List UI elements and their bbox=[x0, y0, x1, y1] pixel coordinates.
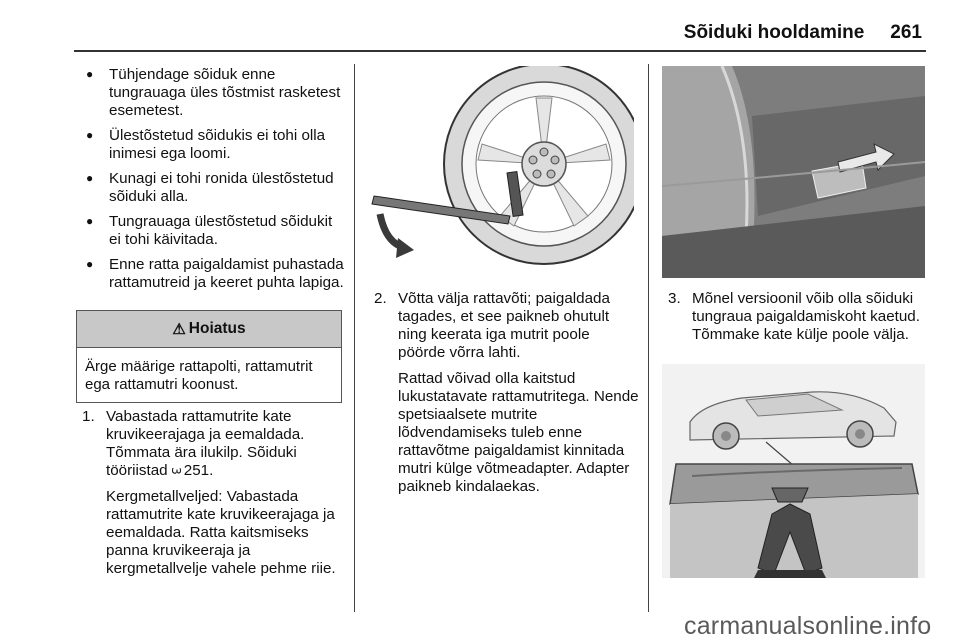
step-number: 3. bbox=[668, 290, 681, 307]
warning-header bbox=[77, 311, 341, 348]
wheel-wrench-illustration bbox=[368, 66, 634, 278]
page-ref-icon: 3 bbox=[168, 467, 183, 475]
step-1 bbox=[82, 408, 344, 586]
list-item: ● Kunagi ei tohi ronida ülestõstetud sõiduki alla. bbox=[76, 170, 346, 206]
page-number: 261 bbox=[890, 22, 922, 43]
list-item: ● Tungrauaga ülestõstetud sõidukit ei tohi käivitada. bbox=[76, 213, 346, 249]
precaution-list bbox=[76, 66, 346, 292]
column-divider-1 bbox=[354, 64, 355, 612]
watermark: carmanualsonline.info bbox=[684, 612, 932, 640]
header-rule bbox=[74, 50, 926, 52]
list-item: ● Ülestõstetud sõidukis ei tohi olla inimesi ega loomi. bbox=[76, 127, 346, 163]
step-paragraph: Mõnel versioonil võib olla sõiduki tungraua paigaldamiskoht kaetud. Tõmmake kate külje poole välja. bbox=[692, 290, 920, 343]
step-paragraph: Vabastada rattamutrite kate kruvikeerajaga ja eemaldada. Tõmmata ära ilukilp. Sõiduki tööriistad 3 251. bbox=[106, 408, 305, 479]
step-paragraph: Võtta välja rattavõti; paigaldada tagades, et see paikneb ohutult ning keerata iga mutrit poole pöörde võrra lahti. bbox=[398, 290, 610, 361]
warning-box bbox=[76, 310, 342, 403]
warning-triangle-icon: ⚠ bbox=[172, 321, 186, 338]
step-number: 2. bbox=[374, 290, 387, 307]
car-jack-illustration bbox=[662, 364, 925, 578]
list-item: ● Tühjendage sõiduk enne tungrauaga üles tõstmist rasketest esemetest. bbox=[76, 66, 346, 120]
list-item: ● Enne ratta paigaldamist puhastada rattamutreid ja keeret puhta lapiga. bbox=[76, 256, 346, 292]
step-paragraph: Kergmetallveljed: Vabastada rattamutrite kate kruvikeerajaga ja eemaldada. Ratta kaitsmiseks panna kruvikeeraja ja kergmetallvelje vahele pehme riie. bbox=[106, 488, 336, 577]
step-number: 1. bbox=[82, 408, 95, 425]
step-paragraph: Rattad võivad olla kaitstud lukustatavate rattamutritega. Nende spetsiaalsete mutrite lõdvendamiseks tuleb enne rattavõtme paigaldamist kinnitada mutri külge võtmeadapter. Adapter paikneb kindalaekas. bbox=[398, 370, 639, 495]
warning-text: Ärge määrige rattapolti, rattamutrit ega rattamutri koonust. bbox=[85, 358, 313, 393]
step-2 bbox=[374, 290, 640, 504]
warning-title: Hoiatus bbox=[188, 320, 246, 337]
step-3 bbox=[668, 290, 930, 352]
page-ref-link[interactable]: 251. bbox=[183, 462, 214, 479]
column-1 bbox=[76, 66, 346, 299]
section-title: Sõiduki hooldamine bbox=[683, 22, 865, 43]
jack-point-cover-photo bbox=[662, 66, 925, 278]
column-divider-2 bbox=[648, 64, 649, 612]
page-header bbox=[684, 22, 922, 44]
